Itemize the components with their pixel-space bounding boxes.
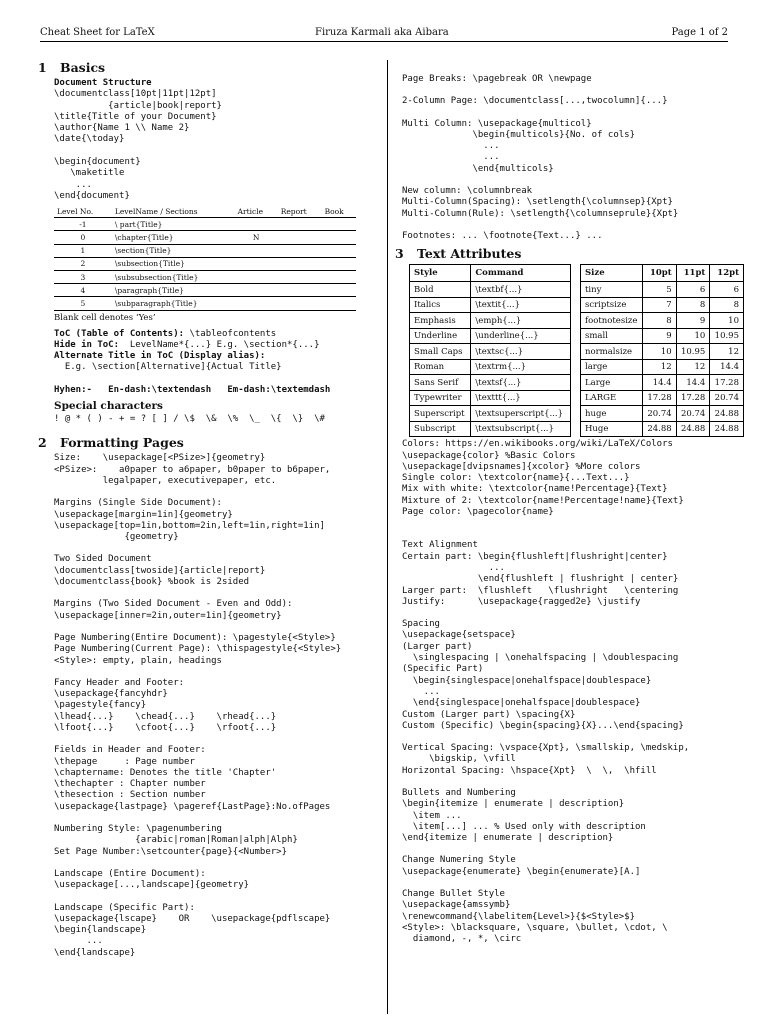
- table-cell: 9: [676, 313, 710, 329]
- table-cell: [322, 257, 356, 270]
- margins-single-block: Margins (Single Side Document): \usepackage[margin=1in]{geometry} \usepackage[top=1in,bottom=2in,left=1in,right=1in] {geometry}: [54, 498, 325, 543]
- table-cell: [235, 244, 278, 257]
- bullet-style-block: Change Bullet Style \usepackage{amssymb} \renewcommand{\labelitem{Level>}{$<Style>$} <Style>: \blacksquare, \square, \bullet, \cdot, \ diamond, -, *, \circ: [402, 889, 668, 945]
- table-cell: 20.74: [676, 406, 710, 422]
- size-block: Size: \usepackage[<PSize>]{geometry} <PSize>: a0paper to a6paper, b0paper to b6paper, legalpaper, executivepaper, etc.: [54, 453, 331, 486]
- table-cell: 17.28: [676, 390, 710, 406]
- page-numbering-block: Page Numbering(Entire Document): \pagestyle{<Style>} Page Numbering(Current Page): \thispagestyle{<Style>} <Style>: empty, plain, headings: [54, 632, 342, 666]
- table-cell: 8: [643, 313, 677, 329]
- table-row: [581, 297, 744, 313]
- table-cell: 20.74: [643, 406, 677, 422]
- special-chars-title: Special characters: [54, 400, 163, 413]
- table-cell: \textsc{...}: [471, 344, 571, 360]
- table-cell: Emphasis: [410, 313, 471, 329]
- table-cell: Typewriter: [410, 390, 471, 406]
- table-cell: \emph{...}: [471, 313, 571, 329]
- header-fields-block: Fields in Header and Footer: \thepage : Page number \chaptername: Denotes the title 'Chapter' \thechapter : Chapter number \thesection : Section number \usepackage{lastpage} \pageref{LastPage}:No.ofPages: [54, 745, 331, 812]
- table-header-cell: Command: [471, 265, 571, 282]
- table-cell: scriptsize: [581, 297, 643, 313]
- table-row: [581, 421, 744, 437]
- vspace-block: Vertical Spacing: \vspace{Xpt}, \smallskip, \medskip, \bigskip, \vfill Horizontal Spacing: \hspace{Xpt} \ \, \hfill: [402, 743, 690, 776]
- table-cell: 14.4: [676, 375, 710, 391]
- table-row: [54, 271, 356, 284]
- header-center: Firuza Karmali aka Aibara: [315, 27, 449, 38]
- table-cell: tiny: [581, 282, 643, 298]
- table-cell: \underline{...}: [471, 328, 571, 344]
- table-cell: 24.88: [676, 421, 710, 437]
- section-heading: 2 Formatting Pages: [38, 435, 184, 451]
- table-cell: 9: [643, 328, 677, 344]
- table-cell: 10: [676, 328, 710, 344]
- table-row: [54, 257, 356, 270]
- table-row: [54, 218, 356, 231]
- table-cell: [235, 257, 278, 270]
- table-cell: 10: [710, 313, 744, 329]
- table-cell: [322, 218, 356, 231]
- table-cell: \textsubscript{...}: [471, 421, 571, 437]
- alt-label: Alternate Title in ToC (Display alias):: [54, 351, 266, 362]
- alignment-block: Text Alignment Certain part: \begin{flushleft|flushright|center} ... \end{flushleft | flushright | center} Larger part: \flushleft \flushright \centering Justify: \usepackage{ragged2e} \justify: [402, 540, 679, 607]
- table-row: [581, 406, 744, 422]
- table-row: [410, 406, 571, 422]
- table-cell: large: [581, 359, 643, 375]
- table-cell: 24.88: [710, 406, 744, 422]
- table-cell: 1: [54, 244, 112, 257]
- table-cell: 24.88: [710, 421, 744, 437]
- table-header-cell: Report: [278, 206, 322, 218]
- table-cell: [235, 218, 278, 231]
- header-left: Cheat Sheet for LaTeX: [40, 27, 155, 38]
- table-cell: [322, 244, 356, 257]
- table-cell: normalsize: [581, 344, 643, 360]
- table-cell: 5: [643, 282, 677, 298]
- table-cell: [278, 297, 322, 310]
- two-column-block: 2-Column Page: \documentclass[...,twocolumn]{...}: [402, 96, 668, 107]
- table-cell: [235, 297, 278, 310]
- table-cell: N: [235, 231, 278, 244]
- table-cell: [278, 284, 322, 297]
- table-cell: [322, 297, 356, 310]
- section-heading: 3 Text Attributes: [395, 246, 522, 262]
- table-cell: \subsubsection{Title}: [112, 271, 235, 284]
- table-cell: \texttt{...}: [471, 390, 571, 406]
- table-cell: 10.95: [676, 344, 710, 360]
- blank-note: Blank cell denotes ‘Yes’: [54, 312, 156, 323]
- table-cell: 14.4: [643, 375, 677, 391]
- hyphen-line: Hyhen:- En-dash:\textendash Em-dash:\textemdash: [54, 384, 331, 395]
- table-cell: \textrm{...}: [471, 359, 571, 375]
- table-cell: \textsf{...}: [471, 375, 571, 391]
- table-cell: 8: [676, 297, 710, 313]
- table-header-cell: Book: [322, 206, 356, 218]
- footnotes-block: Footnotes: ... \footnote{Text...} ...: [402, 230, 603, 241]
- table-cell: Huge: [581, 421, 643, 437]
- table-header-cell: Article: [235, 206, 278, 218]
- table-cell: [278, 257, 322, 270]
- table-cell: \chapter{Title}: [112, 231, 235, 244]
- table-cell: 10.95: [710, 328, 744, 344]
- table-cell: small: [581, 328, 643, 344]
- table-cell: Underline: [410, 328, 471, 344]
- table-cell: [278, 231, 322, 244]
- left-column: [38, 58, 378, 959]
- table-cell: 7: [643, 297, 677, 313]
- multi-column-block: Multi Column: \usepackage{multicol} \begin{multicols}{No. of cols} ... ... \end{multicols}: [402, 118, 635, 174]
- table-row: [410, 421, 571, 437]
- table-header-cell: 10pt: [643, 265, 677, 282]
- header-right: Page 1 of 2: [671, 27, 728, 38]
- table-cell: Superscript: [410, 406, 471, 422]
- table-header-cell: 11pt: [676, 265, 710, 282]
- right-column: [395, 74, 745, 946]
- table-cell: \ part{Title}: [112, 218, 235, 231]
- table-row: [581, 375, 744, 391]
- table-row: [410, 344, 571, 360]
- table-cell: [235, 271, 278, 284]
- table-row: [581, 390, 744, 406]
- style-table: [409, 264, 571, 437]
- table-cell: \subsection{Title}: [112, 257, 235, 270]
- text-attribute-tables: [409, 264, 745, 439]
- table-row: [581, 328, 744, 344]
- table-cell: [278, 271, 322, 284]
- table-cell: 8: [710, 297, 744, 313]
- table-cell: 2: [54, 257, 112, 270]
- landscape-specific-block: Landscape (Specific Part): \usepackage{lscape} OR \usepackage{pdflscape} \begin{landscape} ... \end{landscape}: [54, 902, 331, 958]
- bullets-block: Bullets and Numbering \begin{itemize | enumerate | description} \item ... \item[...] ... % Used only with description \end{itemize | enumerate | description}: [402, 787, 646, 844]
- table-cell: Roman: [410, 359, 471, 375]
- numbering-style-block: Numbering Style: \pagenumbering {arabic|roman|Roman|alph|Alph} Set Page Number:\setcounter{page}{<Number>}: [54, 824, 298, 857]
- table-cell: 17.28: [643, 390, 677, 406]
- table-row: [410, 328, 571, 344]
- table-cell: [278, 244, 322, 257]
- table-header-cell: 12pt: [710, 265, 744, 282]
- fancy-header-block: Fancy Header and Footer: \usepackage{fancyhdr} \pagestyle{fancy} \lhead{...} \chead{...} \rhead{...} \lfoot{...} \cfoot{...} \rfoot{...}: [54, 677, 277, 733]
- column-divider: [387, 60, 388, 1014]
- table-cell: huge: [581, 406, 643, 422]
- table-row: [410, 282, 571, 298]
- two-sided-block: Two Sided Document \documentclass[twoside]{article|report} \documentclass{book} %book is 2sided: [54, 554, 266, 588]
- page-header: [40, 27, 728, 42]
- numbering-style-change-block: Change Numering Style \usepackage{enumerate} \begin{enumerate}[A.]: [402, 855, 641, 877]
- table-cell: [322, 231, 356, 244]
- doc-structure-code: \documentclass[10pt|11pt|12pt] {article|book|report} \title{Title of your Document} \author{Name 1 \\ Name 2} \date{\today} \begin{document} \maketitle ... \end{document}: [54, 89, 222, 201]
- section-heading: 1 Basics: [38, 60, 106, 75]
- table-cell: \section{Title}: [112, 244, 235, 257]
- table-row: [410, 390, 571, 406]
- table-row: [54, 244, 356, 257]
- table-cell: footnotesize: [581, 313, 643, 329]
- special-chars: ! @ * ( ) - + = ? [ ] / \$ \& \% \_ \{ \} \#: [54, 414, 325, 425]
- table-cell: [235, 284, 278, 297]
- table-header-cell: Level No.: [54, 206, 112, 218]
- table-cell: 0: [54, 231, 112, 244]
- table-cell: 12: [676, 359, 710, 375]
- table-cell: 6: [710, 282, 744, 298]
- table-cell: \textit{...}: [471, 297, 571, 313]
- table-cell: Italics: [410, 297, 471, 313]
- table-row: [410, 375, 571, 391]
- table-cell: Subscript: [410, 421, 471, 437]
- table-header-cell: LevelName / Sections: [112, 206, 235, 218]
- spacing-block: Spacing \usepackage{setspace} (Larger part) \singlespacing | \onehalfspacing | \doublespacing (Specific Part) \begin{singlespace|onehalfspace|doublespace} ... \end{singlespace|onehalfspace|doublespace} Custom (Larger part) \spacing{X} Custom (Specific) \begin{spacing}{X}...\end{spacing}: [402, 619, 684, 731]
- table-cell: 17.28: [710, 375, 744, 391]
- table-cell: Large: [581, 375, 643, 391]
- table-row: [410, 313, 571, 329]
- table-cell: 12: [710, 344, 744, 360]
- colors-block: Colors: https://en.wikibooks.org/wiki/LaTeX/Colors \usepackage{color} %Basic Colors \usepackage[dvipsnames]{xcolor} %More colors Single color: \textcolor{name}{...Text...} Mix with white: \textcolor{name!Percentage}{Text} Mixture of 2: \textcolor{name!Percentage!name}{Text} Page color: \pagecolor{name}: [402, 439, 684, 518]
- table-row: [54, 297, 356, 310]
- table-cell: [322, 271, 356, 284]
- table-cell: Sans Serif: [410, 375, 471, 391]
- table-cell: 10: [643, 344, 677, 360]
- table-cell: Bold: [410, 282, 471, 298]
- hide-label: Hide in ToC:: [54, 339, 120, 350]
- doc-structure-title: Document Structure: [54, 78, 152, 88]
- landscape-entire-block: Landscape (Entire Document): \usepackage[...,landscape]{geometry}: [54, 868, 250, 891]
- table-row: [581, 344, 744, 360]
- table-header-cell: Size: [581, 265, 643, 282]
- table-row: [54, 284, 356, 297]
- table-cell: [322, 284, 356, 297]
- table-cell: 5: [54, 297, 112, 310]
- table-cell: -1: [54, 218, 112, 231]
- table-cell: [278, 218, 322, 231]
- page-breaks-block: Page Breaks: \pagebreak OR \newpage: [402, 74, 592, 84]
- table-row: [410, 297, 571, 313]
- size-table: [580, 264, 744, 437]
- alt-value: E.g. \section[Alternative]{Actual Title}: [54, 362, 282, 373]
- table-cell: 4: [54, 284, 112, 297]
- hide-value: LevelName*{...} E.g. \section*{...}: [119, 339, 320, 350]
- toc-value: \tableofcontents: [184, 328, 277, 339]
- table-cell: 20.74: [710, 390, 744, 406]
- table-cell: \textsuperscript{...}: [471, 406, 571, 422]
- margins-two-sided-block: Margins (Two Sided Document - Even and Odd): \usepackage[inner=2in,outer=1in]{geometry}: [54, 599, 293, 621]
- table-cell: 24.88: [643, 421, 677, 437]
- levels-table: [54, 206, 356, 310]
- table-row: [410, 359, 571, 375]
- table-cell: 14.4: [710, 359, 744, 375]
- table-row: [54, 231, 356, 244]
- table-cell: LARGE: [581, 390, 643, 406]
- table-cell: \subparagraph{Title}: [112, 297, 235, 310]
- table-cell: 12: [643, 359, 677, 375]
- table-cell: Small Caps: [410, 344, 471, 360]
- table-row: [581, 359, 744, 375]
- table-cell: \textbf{...}: [471, 282, 571, 298]
- table-cell: 6: [676, 282, 710, 298]
- toc-label: ToC (Table of Contents):: [54, 328, 185, 339]
- table-header-cell: Style: [410, 265, 471, 282]
- column-options-block: New column: \columnbreak Multi-Column(Spacing): \setlength{\columnsep}{Xpt} Multi-Column(Rule): \setlength{\columnseprule}{Xpt}: [402, 186, 679, 219]
- table-row: [581, 313, 744, 329]
- table-cell: 3: [54, 271, 112, 284]
- table-cell: \paragraph{Title}: [112, 284, 235, 297]
- table-row: [581, 282, 744, 298]
